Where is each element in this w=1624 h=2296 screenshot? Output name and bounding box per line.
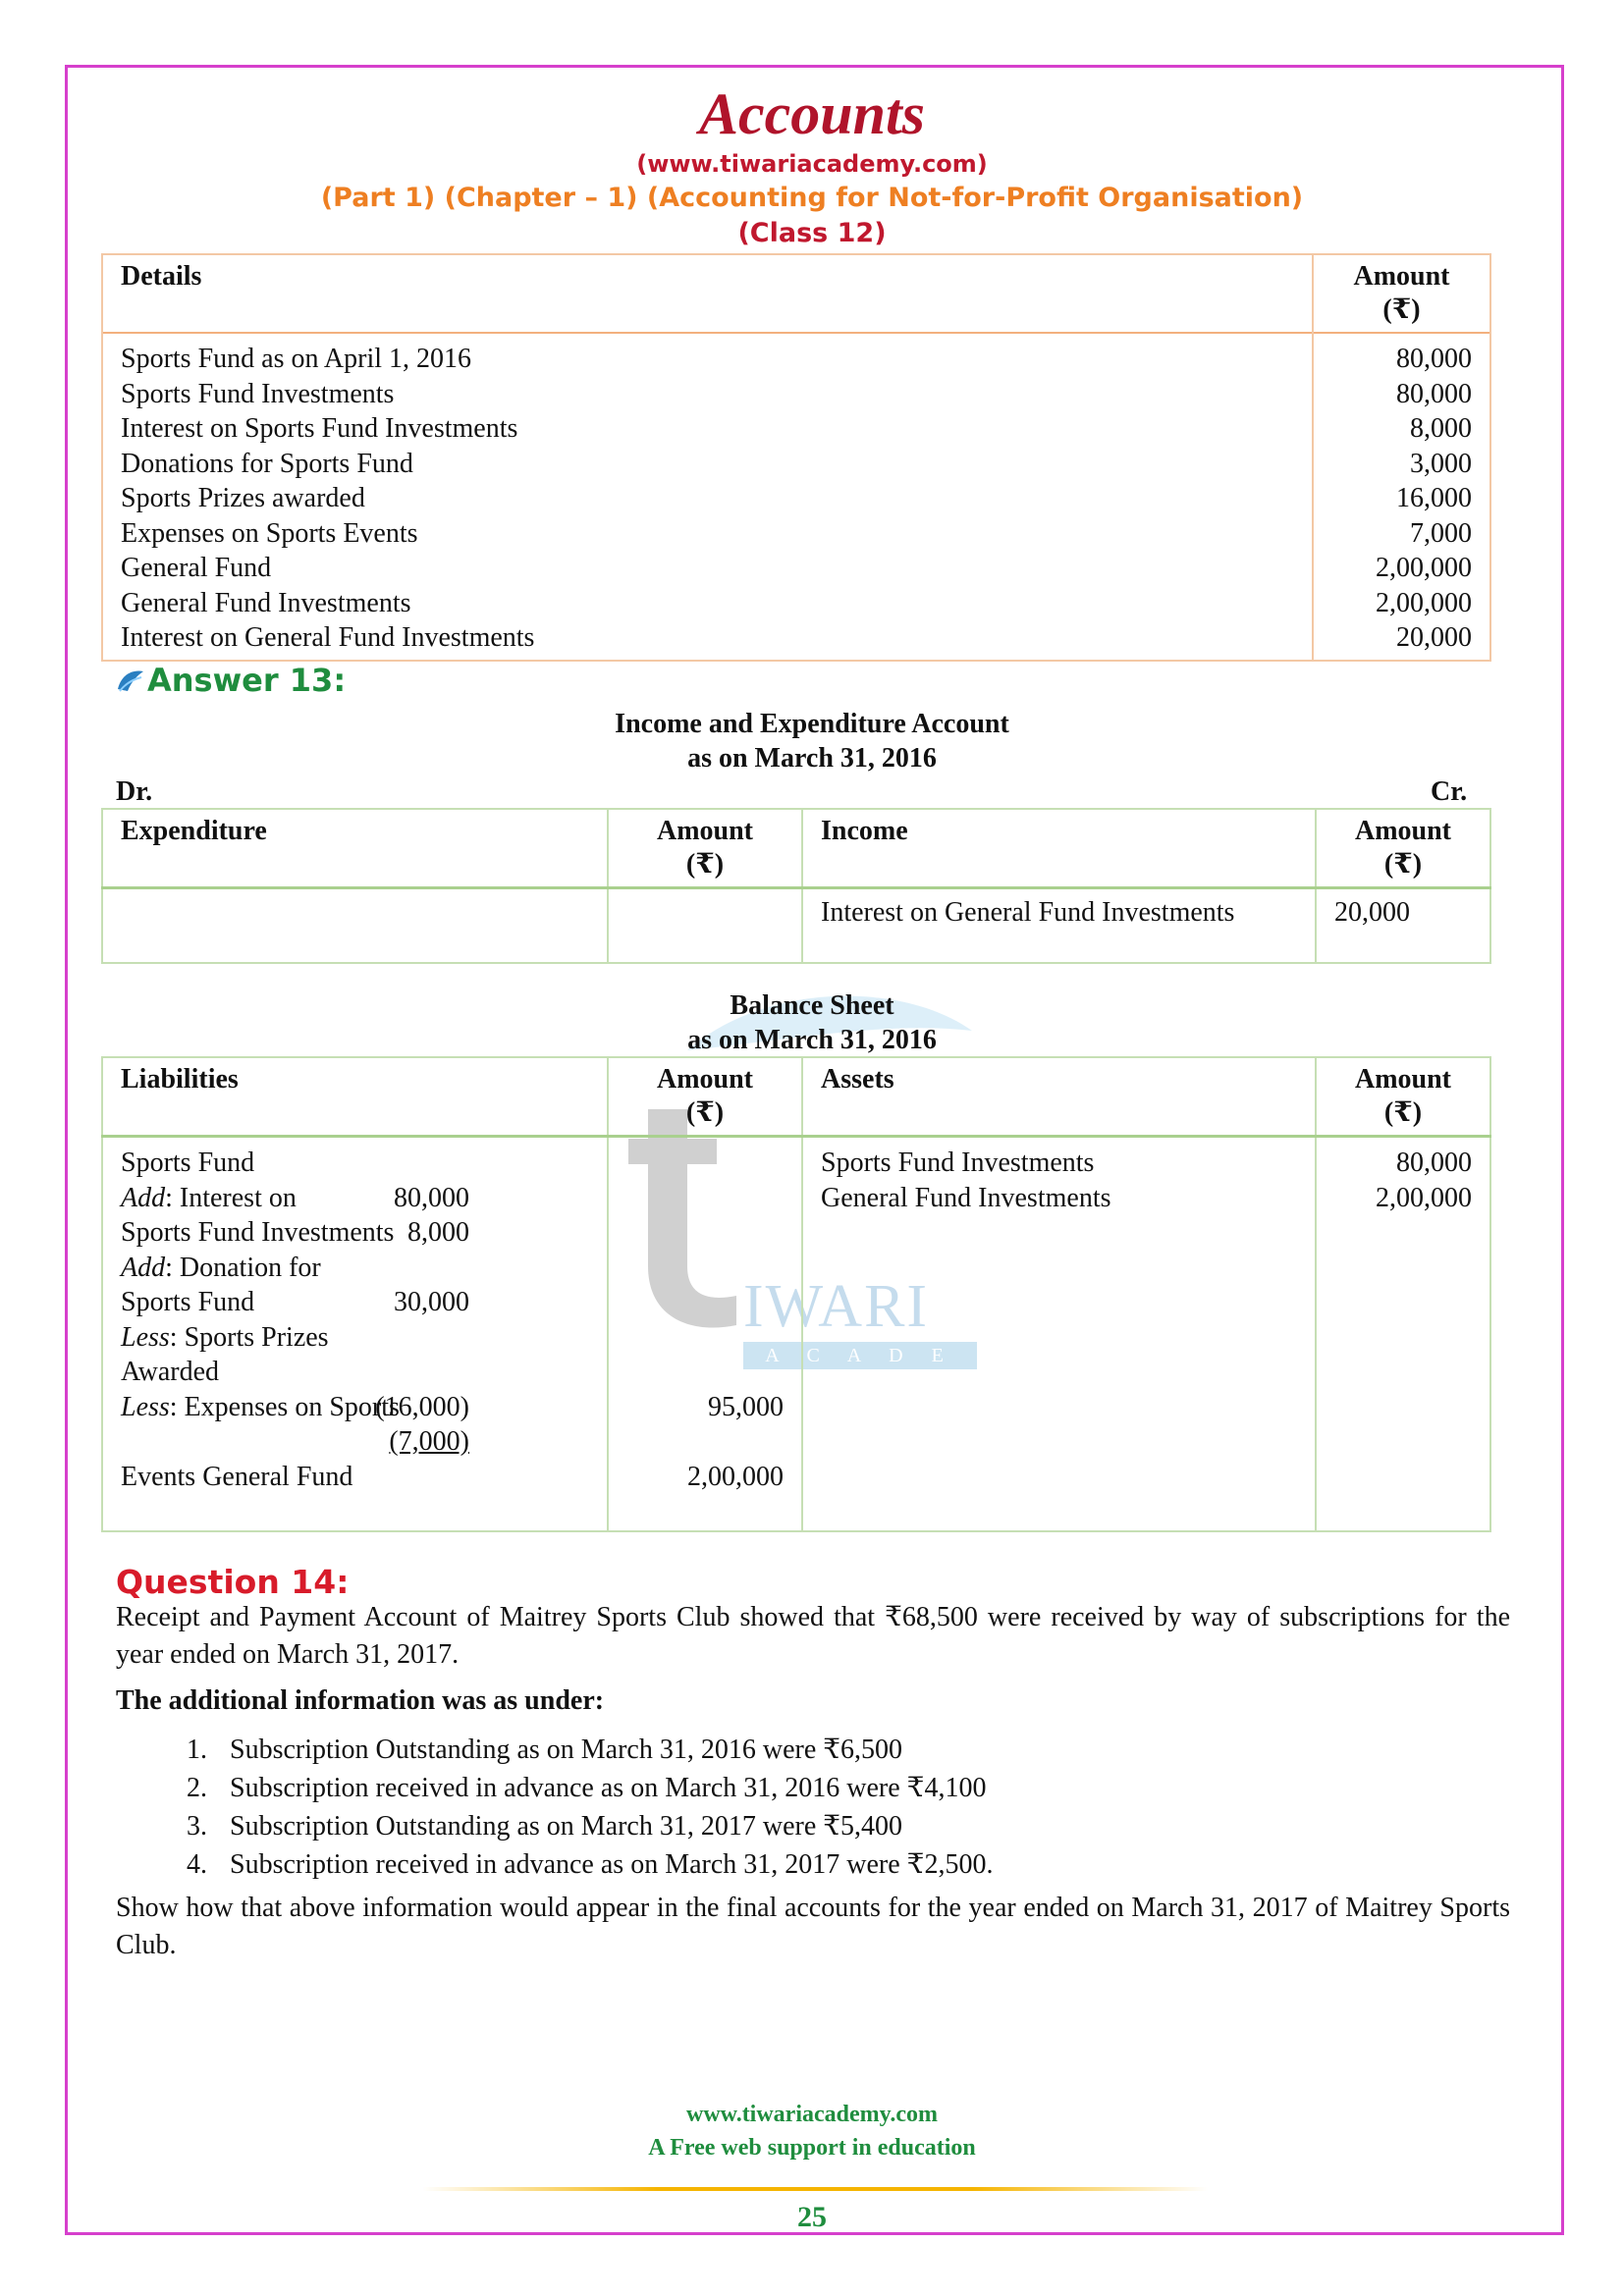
- liabilities-amount-cell: [608, 1137, 802, 1532]
- amount-value: 20,000: [1396, 622, 1472, 653]
- bs-subtitle: as on March 31, 2016: [687, 1025, 937, 1055]
- list-item: Sports Fund: [121, 1287, 255, 1317]
- amount-col-header: Amount (₹): [1313, 254, 1490, 333]
- question-heading: Question 14:: [116, 1563, 350, 1601]
- bs-body-row: [102, 1137, 1490, 1532]
- list-item: 2. Subscription received in advance as on March 31, 2016 were ₹4,100: [214, 1769, 1510, 1807]
- list-item: Donations for Sports Fund: [121, 448, 413, 479]
- footer-url[interactable]: www.tiwariacademy.com: [686, 2102, 938, 2127]
- list-item: Sports Fund Investments: [121, 378, 395, 409]
- details-body-row: [102, 333, 1490, 661]
- class-line: (Class 12): [737, 218, 887, 248]
- amount-col-header: Amount (₹): [608, 1057, 802, 1137]
- list-item: General Fund Investments: [821, 1182, 1111, 1213]
- expenditure-cell: [102, 888, 608, 964]
- list-item: Add: Interest on 8,000: [121, 1182, 469, 1248]
- page-number: 25: [797, 2201, 827, 2233]
- amount-value: 2,00,000: [1376, 1182, 1472, 1213]
- question-closing: Show how that above information would appear in the final accounts for the year ended on March 31, 2017 of Maitrey Sports Club.: [116, 1893, 1510, 1960]
- list-item: Expenses on Sports Events: [121, 517, 418, 549]
- list-item: Sports Prizes awarded: [121, 483, 365, 513]
- dr-label: Dr.: [116, 776, 153, 807]
- watermark-text: IWARI: [743, 1273, 930, 1340]
- amount-value: 95,000: [708, 1391, 784, 1422]
- ie-header-row: [102, 809, 1490, 888]
- ie-title: Income and Expenditure Account: [615, 709, 1009, 739]
- list-item: Interest on General Fund Investments: [121, 622, 535, 653]
- amount-value: 16,000: [1396, 483, 1472, 513]
- expenditure-amount-cell: [608, 888, 802, 964]
- amount-value: 80,000: [1396, 378, 1472, 409]
- liabilities-cell: [102, 1137, 608, 1532]
- assets-amount-cell: [1316, 1137, 1490, 1532]
- amount-value: 2,00,000: [687, 1461, 784, 1492]
- amount-value: 80,000: [1396, 1148, 1472, 1178]
- info-list: [116, 1731, 1510, 1884]
- bs-header-row: [102, 1057, 1490, 1137]
- list-item: Less: Sports Prizes: [121, 1321, 329, 1353]
- question-intro: Receipt and Payment Account of Maitrey Sports Club showed that ₹68,500 were received by way of subscriptions for the year ended on March 31, 2017.: [116, 1602, 1510, 1670]
- amount-value: 2,00,000: [1376, 553, 1472, 583]
- footer-tagline: A Free web support in education: [648, 2135, 976, 2161]
- footer-divider: [422, 2187, 1208, 2191]
- details-table: [101, 253, 1491, 662]
- amount-value: 80,000: [1396, 344, 1472, 374]
- amount-col-header: Amount (₹): [1316, 1057, 1490, 1137]
- list-item: General Fund Investments: [121, 587, 411, 618]
- income-col-header: Income: [802, 809, 1316, 888]
- amount-value: 7,000: [1410, 517, 1472, 549]
- details-labels: [102, 333, 1313, 661]
- bs-title: Balance Sheet: [730, 990, 894, 1021]
- chapter-line: (Part 1) (Chapter – 1) (Accounting for Not-for-Profit Organisation): [320, 183, 1304, 213]
- leaf-logo-icon: [116, 667, 145, 693]
- list-item: Sports Fund 80,000: [121, 1148, 469, 1213]
- list-item: Sports Fund Investments: [821, 1148, 1095, 1178]
- amount-value: 2,00,000: [1376, 587, 1472, 618]
- balance-sheet-table: [101, 1056, 1491, 1532]
- list-item: Events General Fund: [121, 1461, 353, 1492]
- details-col-header: Details: [102, 254, 1313, 333]
- list-item: Sports Fund as on April 1, 2016: [121, 344, 472, 374]
- details-amounts: [1313, 333, 1490, 661]
- income-expenditure-table: [101, 808, 1491, 964]
- expenditure-col-header: Expenditure: [102, 809, 608, 888]
- list-item: 1. Subscription Outstanding as on March 31, 2016 were ₹6,500: [214, 1731, 1510, 1769]
- watermark-subtext: A C A D E M Y: [743, 1342, 977, 1369]
- list-item: Less: Expenses on Sports (7,000): [121, 1391, 469, 1457]
- amount-value: 3,000: [1410, 448, 1472, 479]
- answer-heading: Answer 13:: [147, 662, 347, 699]
- amount-value: 8,000: [1410, 413, 1472, 444]
- ie-subtitle: as on March 31, 2016: [687, 743, 937, 774]
- info-heading: The additional information was as under:: [116, 1685, 605, 1716]
- amount-col-header: Amount (₹): [1316, 809, 1490, 888]
- page-title: Accounts: [698, 81, 926, 146]
- ie-body-row: [102, 888, 1490, 964]
- details-header-row: [102, 254, 1490, 333]
- list-item: Interest on Sports Fund Investments: [121, 413, 518, 444]
- assets-col-header: Assets: [802, 1057, 1316, 1137]
- header-url[interactable]: (www.tiwariacademy.com): [636, 150, 988, 178]
- list-item: General Fund: [121, 553, 272, 583]
- income-cell: Interest on General Fund Investments: [802, 888, 1316, 964]
- list-item: [121, 1424, 589, 1460]
- assets-cell: [802, 1137, 1316, 1532]
- income-amount-cell: 20,000: [1316, 888, 1490, 964]
- liabilities-col-header: Liabilities: [102, 1057, 608, 1137]
- list-item: Sports Fund Investments: [121, 1217, 395, 1248]
- list-item: Awarded (16,000): [121, 1357, 469, 1422]
- list-item: Add: Donation for 30,000: [121, 1252, 469, 1317]
- list-item: 3. Subscription Outstanding as on March 31, 2017 were ₹5,400: [214, 1807, 1510, 1845]
- amount-col-header: Amount (₹): [608, 809, 802, 888]
- cr-label: Cr.: [1431, 776, 1468, 807]
- list-item: 4. Subscription received in advance as on March 31, 2017 were ₹2,500.: [214, 1845, 1510, 1884]
